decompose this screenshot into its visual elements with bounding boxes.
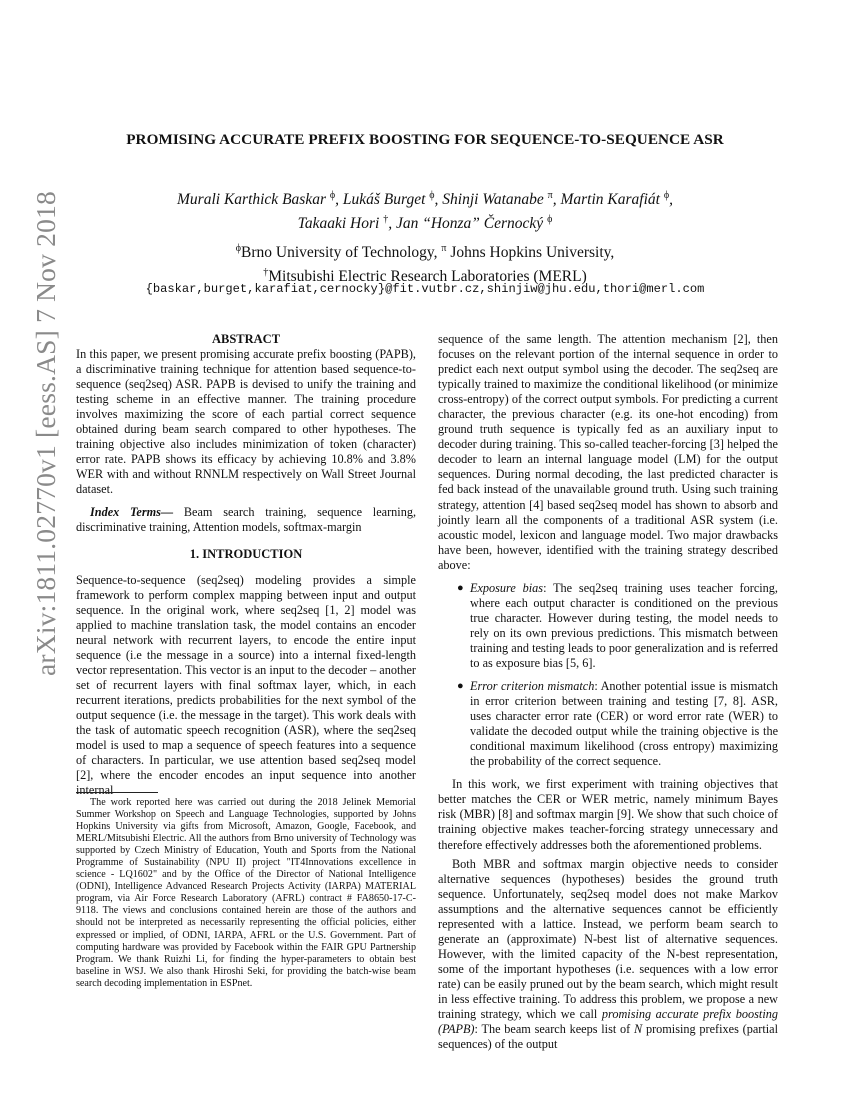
affiliation-name: Johns Hopkins University, — [446, 244, 615, 262]
paper-title: PROMISING ACCURATE PREFIX BOOSTING FOR SEQUENCE-TO-SEQUENCE ASR — [126, 131, 724, 148]
affiliation-mark: π — [441, 243, 447, 254]
affiliation-mark: π — [547, 190, 553, 201]
affiliation-name: Brno University of Technology, — [241, 244, 442, 262]
arxiv-identifier: arXiv:1811.02770v1 [eess.AS] 7 Nov 2018 — [30, 191, 61, 676]
index-terms-label: Index Terms— — [90, 504, 174, 519]
affiliation-mark: † — [263, 267, 269, 279]
index-terms — [76, 505, 416, 535]
author-name: Takaaki Hori — [297, 215, 380, 233]
author-line-1: Murali Karthick Baskar $^\phi$, Lukáš Burget $^\phi$, Shinji Watanabe $^\pi$, Martin Karafiát $^\phi$, — [177, 190, 673, 209]
author-line-2: Takaaki Hori †, Jan “Honza” Černocký $^\phi$ — [297, 214, 553, 233]
author-name: Shinji Watanabe — [442, 191, 544, 209]
affiliations — [80, 239, 770, 287]
section-heading-introduction: 1. INTRODUCTION — [189, 546, 303, 561]
intro-paragraph: Sequence-to-sequence (seq2seq) modeling provides a simple framework to perform complex mapping between input and output sequence. In the original work, where seq2seq [1, 2] model was applied to machine translation task, the model contains an encoder neural network with recurrent layers, to encode the entire input sequence (i.e the message in a source) into a internal fixed-length vector representation. This vector is an input to the decoder – another set of recurrent layers with final softmax layer, which, in each recurrent iterations, predicts probabilities for the next symbol of the output sequence (i.e. the message in the target). This work deals with the task of automatic speech recognition (ASR), where the seq2seq model is used to map a sequence of speech features into a sequence of characters. In particular, we use attention based seq2seq model [2], where the encoder encodes an input sequence into another internal — [76, 572, 416, 798]
list-item — [438, 679, 778, 769]
affiliation-mark: † — [383, 214, 389, 226]
list-item-label: Error criterion mismatch — [470, 679, 595, 694]
affiliation-mark: ϕ — [329, 190, 336, 201]
footnote — [76, 797, 416, 990]
body-paragraph: sequence of the same length. The attention mechanism [2], then focuses on the relevant portion of the internal sequence in order to predict each next output symbol using the decoder. The seq2seq are typically trained to maximize the conditional likelihood (or minimize cross-entropy) of the correct output symbols. For predicting a current character, the previous character (e.g. its one-hot encoding) from ground truth sequence is typically fed as an auxiliary input to decoder during training. This so-called teacher-forcing [3] helped the decoder to learn an internal language model (LM) for the output sequences. During normal decoding, the last predicted character is fed back instead of the unavailable ground truth. Using such training strategy, attention [4] based seq2seq model has shown to absorb and jointly learn all the components of a traditional ASR system (i.e. acoustic model, lexicon and language model. Two major drawbacks have been, however, identified with the training strategy described above: — [438, 332, 778, 572]
right-column — [438, 332, 778, 1052]
affiliation-line-1 — [80, 239, 770, 263]
abstract-heading: ABSTRACT — [211, 332, 281, 346]
author-name: Martin Karafiát — [560, 191, 660, 209]
affiliation-mark: ϕ — [663, 190, 670, 201]
footnote-text: The work reported here was carried out during the 2018 Jelinek Memorial Summer Workshop on Speech and Language Technologies, supported by Johns Hopkins University via gifts from Microsoft, Amazon, Google, Facebook, and MERL/Mitsubishi Electric. All the authors from Brno university of Technology was supported by Czech Ministry of Education, Youth and Sports from the National Programme of Sustainability (NPU II) project "IT4Innovations excellence in science - LQ1602" and by the Office of the Director of National Intelligence (ODNI), Intelligence Advanced Research Projects Activity (IARPA) MATERIAL program, via Air Force Research Laboratory (AFRL) contract # FA8650-17-C-9118. The views and conclusions contained herein are those of the authors and should not be interpreted as necessarily representing the official policies, either expressed or implied, of ODNI, IARPA, AFRL or the U.S. Government. Part of computing hardware was provided by Facebook within the FAIR GPU Partnership Program. We thank Ruizhi Li, for finding the hyper-parameters to obtain best baseline in WSJ. We also thank Hiroshi Seki, for providing the batch-wise beam search decoding implementation in ESPnet. — [76, 797, 416, 989]
math-variable: N — [634, 1022, 643, 1037]
list-item-label: Exposure bias — [470, 580, 544, 595]
author-emails: {baskar,burget,karafiat,cernocky}@fit.vutbr.cz,shinjiw@jhu.edu,thori@merl.com — [145, 282, 705, 296]
body-paragraph: Both MBR and softmax margin objective needs to consider alternative sequences (hypotheses) besides the ground truth sequence. Unfortunately, seq2seq model does not make Markov assumptions and the alternative sequences cannot be efficiently represented with a lattice. Instead, we perform beam search to generate an (approximate) N-best list of alternative sequences. However, with the limited capacity of the N-best representation, some of the important hypotheses (i.e. sequences with a low error rate) can be easily pruned out by the beam search, which might result in less effective training. To address this problem, we propose a new training strategy, which we call promising accurate prefix boosting (PAPB): The beam search keeps list of N promising prefixes (partial sequences) of the output — [438, 856, 778, 1052]
author-list — [80, 186, 770, 234]
affiliation-mark: ϕ — [235, 243, 242, 254]
bullet-icon: ● — [457, 680, 464, 693]
author-name: Murali Karthick Baskar — [177, 191, 326, 209]
affiliation-mark: ϕ — [429, 190, 435, 201]
footnote-divider — [76, 792, 158, 793]
author-name: Lukáš Burget — [342, 191, 426, 209]
affiliation-name: Mitsubishi Electric Research Laboratories (MERL) — [268, 268, 587, 286]
list-item-text: : Another potential issue is mismatch in error criterion between training and testing [7, 8]. ASR, uses character error rate (CER) or word error rate (WER) to validate the decoded output while the training objective is the conditional maximum likelihood (cross entropy) maximizing the probability of the correct sequence. — [470, 679, 778, 769]
drawbacks-list — [438, 581, 778, 770]
bullet-icon: ● — [457, 581, 464, 594]
body-paragraph: In this work, we first experiment with training objectives that better matches the CER or WER metric, namely minimum Bayes risk (MBR) [8] and softmax margin [9]. We show that such choice of training objective makes teacher-forcing strategy unnecessary and therefore effectively addresses both the aforementioned problems. — [438, 777, 778, 852]
left-column — [76, 332, 416, 798]
list-item-text: : The seq2seq training uses teacher forcing, where each output character is conditioned on the previous true character. However during testing, the model needs to rely on its own previous predictions. This mismatch between training and testing leads to poor generalization and is referred to as exposure bias [5, 6]. — [470, 580, 778, 670]
list-item — [438, 581, 778, 671]
affiliation-mark: ϕ — [547, 214, 553, 226]
abstract-body: In this paper, we present promising accurate prefix boosting (PAPB), a discriminative training technique for attention based sequence-to-sequence (seq2seq) ASR. PAPB is devised to unify the training and testing scheme in an effective manner. The training procedure involves maximizing the score of each partial correct sequence obtained during beam search compared to other hypotheses. The training objective also includes minimization of token (character) error rate. PAPB shows its efficacy by achieving 10.8% and 3.8% WER with and without RNNLM respectively on Wall Street Journal dataset. — [76, 347, 416, 497]
index-terms-text: Beam search training, sequence learning, discriminative training, Attention models, softmax-margin — [76, 504, 416, 534]
author-name: Jan “Honza” Černocký — [395, 215, 544, 233]
emphasis-papb: promising accurate prefix boosting (PAPB) — [438, 1007, 778, 1037]
